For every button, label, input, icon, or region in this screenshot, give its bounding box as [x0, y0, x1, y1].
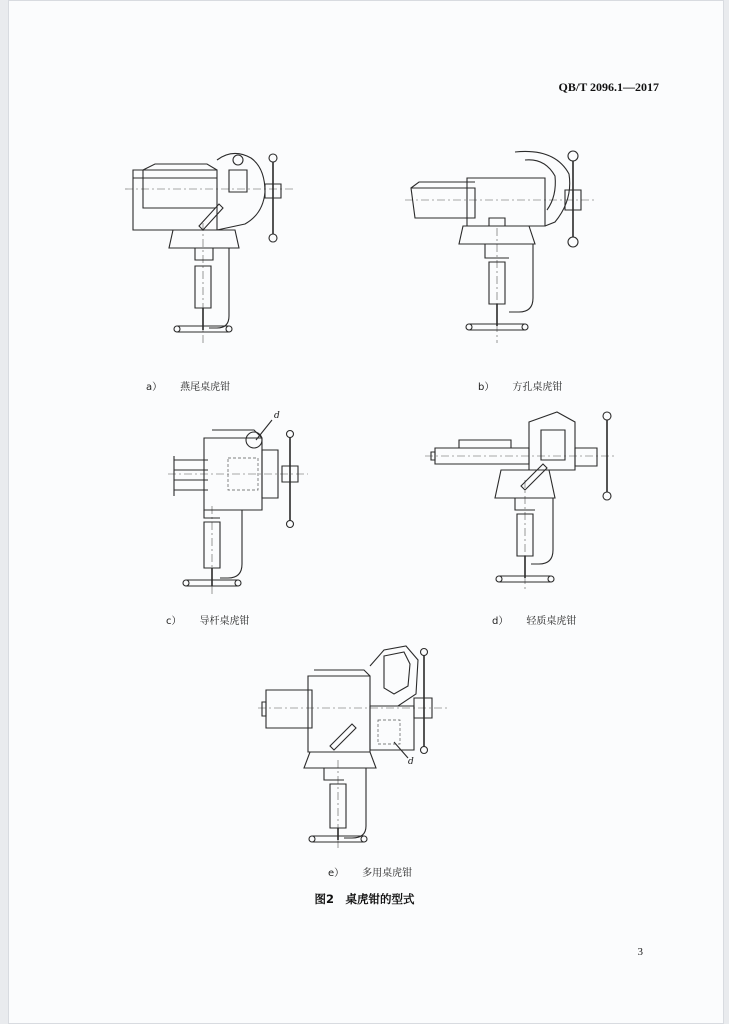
figure-b-square-hole-vise-drawing: [405, 148, 595, 343]
figure-c-caption: [166, 612, 250, 627]
figure-a-dovetail-vise-drawing: [125, 148, 295, 343]
figure-d-title: 轻质桌虎钳: [526, 616, 577, 627]
figure-b-label: b）: [478, 382, 495, 393]
figure-c-dim-label: d: [274, 411, 280, 421]
figure-a-label: a）: [146, 382, 163, 393]
figure-c-title: 导杆桌虎钳: [199, 616, 250, 627]
figure-e-dim-label: d: [408, 757, 414, 767]
page-number: 3: [637, 946, 643, 958]
figure-d-lightweight-vise-drawing: [425, 410, 615, 590]
figure-e-label: e）: [328, 868, 345, 879]
figure-d-label: d）: [492, 616, 509, 627]
figure-e-title: 多用桌虎钳: [362, 868, 413, 879]
figure-e-multipurpose-vise-drawing: [258, 640, 448, 850]
figure-b-caption: [478, 378, 562, 393]
figure-c-guide-rod-vise-drawing: [168, 406, 308, 596]
figure-a-caption: [146, 378, 230, 393]
figure-title: 图2 桌虎钳的型式: [314, 892, 415, 906]
figure-b-title: 方孔桌虎钳: [512, 382, 563, 393]
figure-a-title: 燕尾桌虎钳: [180, 382, 231, 393]
figure-c-label: c）: [166, 616, 182, 627]
figure-e-caption: [328, 864, 412, 879]
figure-d-caption: [492, 612, 576, 627]
standard-number: QB/T 2096.1—2017: [558, 80, 659, 94]
